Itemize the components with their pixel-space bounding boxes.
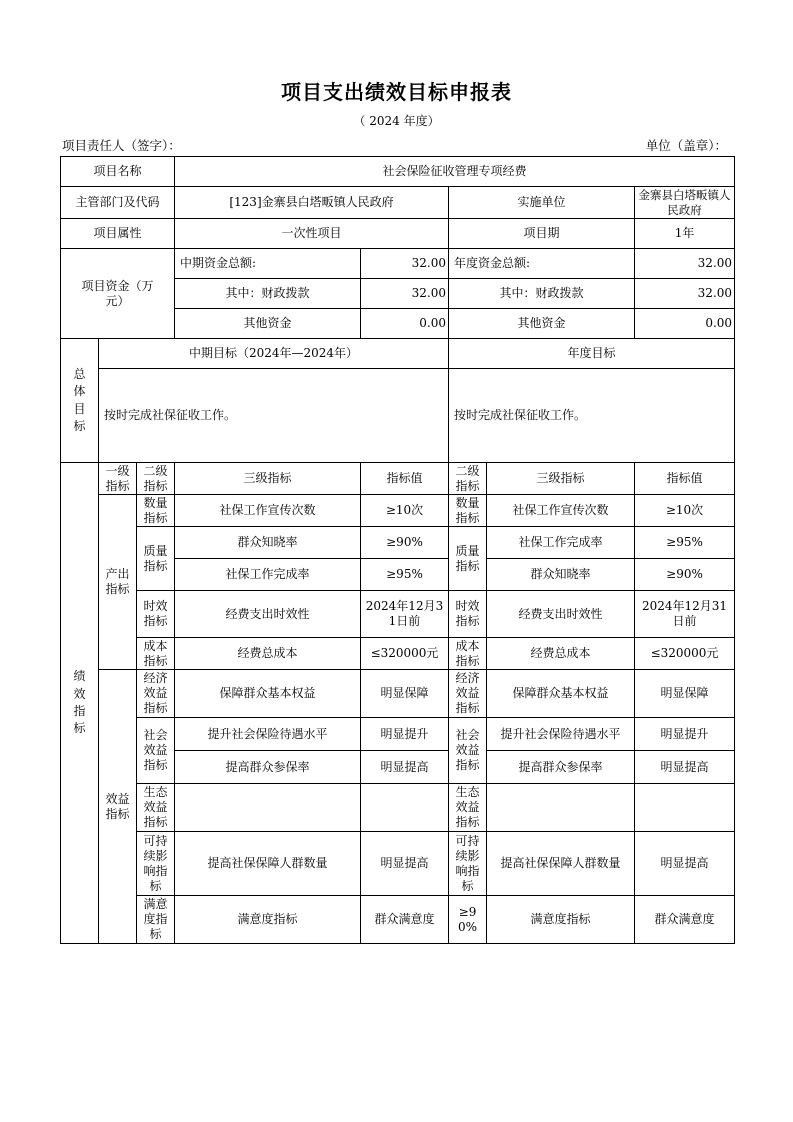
year-total-value: 32.00 <box>635 249 735 279</box>
social2-item-left: 提高群众参保率 <box>175 751 361 784</box>
quality1-value-right: ≥95% <box>635 527 735 559</box>
social2-item-right: 提高群众参保率 <box>487 751 635 784</box>
cost-item-right: 经费总成本 <box>487 638 635 670</box>
quality2-item-right: 群众知晓率 <box>487 559 635 591</box>
period-value: 1年 <box>635 219 735 249</box>
economic-value-left: 明显保障 <box>361 670 449 718</box>
project-name-value: 社会保险征收管理专项经费 <box>175 157 735 187</box>
economic-label-right: 经济效益指标 <box>449 670 487 718</box>
social-label-right: 社会效益指标 <box>449 718 487 784</box>
header-value-left: 指标值 <box>361 463 449 495</box>
timeliness-value-left: 2024年12月31日前 <box>361 591 449 638</box>
timeliness-item-right: 经费支出时效性 <box>487 591 635 638</box>
attr-label: 项目属性 <box>61 219 175 249</box>
year-fin-value: 32.00 <box>635 279 735 309</box>
cost-value-right: ≤320000元 <box>635 638 735 670</box>
sustainable-item-right: 提高社保保障人群数量 <box>487 832 635 896</box>
quality-label-left: 质量指标 <box>137 527 175 591</box>
year-fin-label: 其中：财政拨款 <box>449 279 635 309</box>
quantity-value-left: ≥10次 <box>361 495 449 527</box>
project-name-label: 项目名称 <box>61 157 175 187</box>
satisfaction-label-left: 满意度指标 <box>175 896 361 944</box>
sustainable-value-right: 明显提高 <box>635 832 735 896</box>
timeliness-label-right: 时效指标 <box>449 591 487 638</box>
timeliness-label-left: 时效指标 <box>137 591 175 638</box>
mid-other-value: 0.00 <box>361 309 449 339</box>
satisfaction-item-right: 群众满意度 <box>635 896 735 944</box>
year-line: （ 2024 年度） <box>353 114 440 128</box>
mid-fin-label: 其中：财政拨款 <box>175 279 361 309</box>
quantity-item-right: 社保工作宣传次数 <box>487 495 635 527</box>
year-goal-text: 按时完成社保征收工作。 <box>449 369 735 463</box>
dept-label: 主管部门及代码 <box>61 187 175 219</box>
timeliness-item-left: 经费支出时效性 <box>175 591 361 638</box>
cost-label-right: 成本指标 <box>449 638 487 670</box>
year-goal-header: 年度目标 <box>449 339 735 369</box>
header-level2-left: 二级指标 <box>137 463 175 495</box>
header-level1: 一级指标 <box>99 463 137 495</box>
cost-label-left: 成本指标 <box>137 638 175 670</box>
cost-value-left: ≤320000元 <box>361 638 449 670</box>
ecological-value-left <box>361 784 449 832</box>
social1-value-left: 明显提升 <box>361 718 449 751</box>
dept-value: [123]金寨县白塔畈镇人民政府 <box>175 187 449 219</box>
ecological-label-left: 生态效益指标 <box>137 784 175 832</box>
social1-item-right: 提升社会保险待遇水平 <box>487 718 635 751</box>
funds-label-text: 项目资金（万元） <box>81 278 154 308</box>
quality2-value-left: ≥95% <box>361 559 449 591</box>
page-title: 项目支出绩效目标申报表 <box>281 80 512 104</box>
mid-total-value: 32.00 <box>361 249 449 279</box>
mid-total-label: 中期资金总额: <box>175 249 361 279</box>
impl-unit-label: 实施单位 <box>449 187 635 219</box>
output-indicator-label: 产出指标 <box>99 495 137 670</box>
quality1-value-left: ≥90% <box>361 527 449 559</box>
header-value-right: 指标值 <box>635 463 735 495</box>
year-total-label: 年度资金总额: <box>449 249 635 279</box>
ecological-label-right: 生态效益指标 <box>449 784 487 832</box>
sustainable-label-left: 可持续影响指标 <box>137 832 175 896</box>
mid-goal-header: 中期目标（2024年—2024年） <box>99 339 449 369</box>
year-other-label: 其他资金 <box>449 309 635 339</box>
ecological-value-right <box>635 784 735 832</box>
header-level2-right: 二级指标 <box>449 463 487 495</box>
satisfaction-label-right: 满意度指标 <box>487 896 635 944</box>
quality2-item-left: 社保工作完成率 <box>175 559 361 591</box>
effect-indicator-label: 效益指标 <box>99 670 137 944</box>
social1-item-left: 提升社会保险待遇水平 <box>175 718 361 751</box>
quantity-label-right: 数量指标 <box>449 495 487 527</box>
quantity-value-right: ≥10次 <box>635 495 735 527</box>
quantity-label-left: 数量指标 <box>137 495 175 527</box>
social2-value-left: 明显提高 <box>361 751 449 784</box>
timeliness-value-right: 2024年12月31日前 <box>635 591 735 638</box>
performance-table <box>60 156 735 944</box>
economic-item-right: 保障群众基本权益 <box>487 670 635 718</box>
attr-value: 一次性项目 <box>175 219 449 249</box>
impl-unit-value: 金寨县白塔畈镇人民政府 <box>635 187 735 219</box>
satisfaction-item-left: 群众满意度 <box>361 896 449 944</box>
sustainable-label-right: 可持续影响指标 <box>449 832 487 896</box>
year-other-value: 0.00 <box>635 309 735 339</box>
satisfaction-value-left: ≥90% <box>449 896 487 944</box>
mid-other-label: 其他资金 <box>175 309 361 339</box>
funds-label <box>61 249 175 339</box>
sustainable-item-left: 提高社保保障人群数量 <box>175 832 361 896</box>
quality2-value-right: ≥90% <box>635 559 735 591</box>
quantity-item-left: 社保工作宣传次数 <box>175 495 361 527</box>
cost-item-left: 经费总成本 <box>175 638 361 670</box>
perf-indicator-label-text: 绩效指标 <box>73 669 86 736</box>
quality1-item-left: 群众知晓率 <box>175 527 361 559</box>
ecological-item-left <box>175 784 361 832</box>
economic-value-right: 明显保障 <box>635 670 735 718</box>
quality-label-right: 质量指标 <box>449 527 487 591</box>
header-level3-right: 三级指标 <box>487 463 635 495</box>
overall-goal-label-text: 总体目标 <box>73 366 86 433</box>
header-level3-left: 三级指标 <box>175 463 361 495</box>
social-label-left: 社会效益指标 <box>137 718 175 784</box>
mid-fin-value: 32.00 <box>361 279 449 309</box>
period-label: 项目期 <box>449 219 635 249</box>
perf-indicator-label <box>61 463 99 944</box>
responsible-label: 项目责任人（签字）： <box>62 138 181 153</box>
satisfaction-level1-label: 满意度指标 <box>137 896 175 944</box>
social2-value-right: 明显提高 <box>635 751 735 784</box>
sustainable-value-left: 明显提高 <box>361 832 449 896</box>
overall-goal-label <box>61 339 99 463</box>
unit-label: 单位（盖章）： <box>645 138 727 153</box>
quality1-item-right: 社保工作完成率 <box>487 527 635 559</box>
mid-goal-text: 按时完成社保征收工作。 <box>99 369 449 463</box>
economic-label-left: 经济效益指标 <box>137 670 175 718</box>
social1-value-right: 明显提升 <box>635 718 735 751</box>
economic-item-left: 保障群众基本权益 <box>175 670 361 718</box>
ecological-item-right <box>487 784 635 832</box>
